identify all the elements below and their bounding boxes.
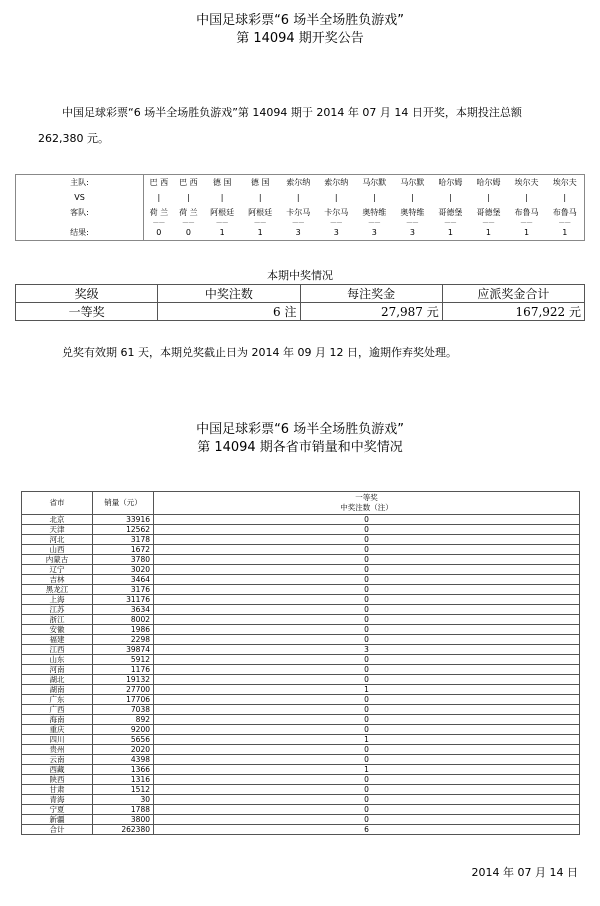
table-row [22, 605, 580, 615]
province-sales: 19132 [93, 675, 154, 685]
province-wins: 0 [154, 515, 580, 525]
dash-mark: —— [482, 219, 495, 226]
result-label: 结果: [16, 225, 144, 241]
match-away: 哥德堡 [438, 208, 463, 217]
vs-mark: | [449, 193, 452, 202]
match-table [15, 174, 585, 241]
match-result: 3 [295, 228, 301, 237]
prize-table [15, 284, 585, 321]
province-wins: 1 [154, 685, 580, 695]
province-sales: 7038 [93, 705, 154, 715]
province-wins: 0 [154, 665, 580, 675]
province-sales: 1672 [93, 545, 154, 555]
match-away: 荷 兰 [179, 208, 198, 217]
province-name: 山西 [22, 545, 93, 555]
province-name: 陕西 [22, 775, 93, 785]
table-row [22, 795, 580, 805]
match-result: 3 [371, 228, 377, 237]
province-name: 福建 [22, 635, 93, 645]
footer-date: 2014 年 07 月 14 日 [471, 866, 578, 879]
table-row [22, 675, 580, 685]
dash-mark: —— [520, 219, 533, 226]
title-line-2: 第 14094 期开奖公告 [236, 31, 364, 46]
prize-level: 一等奖 [16, 303, 158, 321]
intro-text: 中国足球彩票“6 场半全场胜负游戏”第 14094 期于 2014 年 07 月 14 日开奖，本期投注总额 262,380 元。 [38, 106, 522, 145]
province-name: 安徽 [22, 625, 93, 635]
province-sales: 30 [93, 795, 154, 805]
dash-mark: —— [254, 219, 267, 226]
province-table [21, 491, 580, 835]
province-sales: 3178 [93, 535, 154, 545]
dash-mark: —— [330, 219, 343, 226]
province-wins: 0 [154, 715, 580, 725]
table-row [22, 555, 580, 565]
announcement-title [0, 12, 600, 48]
province-sales: 3634 [93, 605, 154, 615]
table-row [22, 705, 580, 715]
notice-text: 兑奖有效期 61 天，本期兑奖截止日为 2014 年 09 月 12 日，逾期作弃奖处理。 [62, 346, 457, 359]
province-name: 青海 [22, 795, 93, 805]
province-name: 浙江 [22, 615, 93, 625]
match-result: 1 [447, 228, 453, 237]
table-row [22, 615, 580, 625]
province-sales: 3176 [93, 585, 154, 595]
match-home: 埃尔夫 [552, 178, 577, 187]
match-result: 3 [333, 228, 339, 237]
match-result: 1 [562, 228, 568, 237]
match-home: 索尔纳 [286, 178, 311, 187]
province-sales: 27700 [93, 685, 154, 695]
province-name: 江苏 [22, 605, 93, 615]
province-sales: 5656 [93, 735, 154, 745]
dash-mark: —— [182, 219, 195, 226]
match-home: 马尔默 [400, 178, 425, 187]
province-sales: 1316 [93, 775, 154, 785]
vs-label: VS [16, 190, 144, 205]
match-away: 卡尔马 [286, 208, 311, 217]
table-row [22, 715, 580, 725]
province-sales: 39874 [93, 645, 154, 655]
vs-mark: | [334, 193, 338, 202]
province-header-row [22, 492, 580, 515]
province-wins: 0 [154, 775, 580, 785]
province-sales: 892 [93, 715, 154, 725]
province-rows [22, 515, 580, 835]
match-home: 哈尔姆 [476, 178, 501, 187]
match-away: 奥特维 [400, 208, 425, 217]
prize-header-row [16, 285, 585, 303]
province-wins: 0 [154, 785, 580, 795]
province-sales: 31176 [93, 595, 154, 605]
table-row [22, 535, 580, 545]
province-wins: 3 [154, 645, 580, 655]
prize-row [16, 303, 585, 321]
province-name: 内蒙古 [22, 555, 93, 565]
match-home: 索尔纳 [324, 178, 349, 187]
vs-mark: | [220, 193, 224, 202]
province-name: 湖南 [22, 685, 93, 695]
prize-count: 6 注 [158, 303, 300, 321]
province-name: 天津 [22, 525, 93, 535]
province-name: 云南 [22, 755, 93, 765]
header-province: 省市 [22, 492, 93, 515]
vs-mark: | [157, 193, 161, 202]
table-row [22, 545, 580, 555]
province-sales: 1512 [93, 785, 154, 795]
vs-mark: | [258, 193, 262, 202]
province-wins: 0 [154, 745, 580, 755]
province-name: 北京 [22, 515, 93, 525]
province-name: 广西 [22, 705, 93, 715]
match-result: 1 [485, 228, 491, 237]
province-sales: 3780 [93, 555, 154, 565]
province-wins: 0 [154, 795, 580, 805]
province-name: 甘肃 [22, 785, 93, 795]
notice-paragraph [38, 340, 568, 366]
province-wins: 0 [154, 585, 580, 595]
table-row [22, 585, 580, 595]
province-wins: 0 [154, 805, 580, 815]
table-row [22, 525, 580, 535]
match-home: 德 国 [212, 178, 232, 187]
match-result: 0 [185, 228, 191, 237]
province-name: 重庆 [22, 725, 93, 735]
match-result: 1 [523, 228, 530, 237]
header-level: 奖级 [16, 285, 158, 303]
match-home: 哈尔姆 [438, 178, 463, 187]
match-away: 哥德堡 [476, 208, 501, 217]
match-away: 卡尔马 [324, 208, 349, 217]
province-sales: 3464 [93, 575, 154, 585]
province-sales: 2020 [93, 745, 154, 755]
table-row [22, 515, 580, 525]
header-total: 应派奖金合计 [442, 285, 584, 303]
province-name: 河北 [22, 535, 93, 545]
vs-mark: | [372, 193, 376, 202]
match-away: 阿根廷 [210, 208, 235, 217]
province-name: 黑龙江 [22, 585, 93, 595]
vs-mark: | [296, 193, 300, 202]
province-name: 西藏 [22, 765, 93, 775]
province-wins: 0 [154, 555, 580, 565]
vs-mark: | [563, 193, 567, 202]
province-wins: 0 [154, 695, 580, 705]
province-sales: 262380 [93, 825, 154, 835]
table-row [22, 695, 580, 705]
province-name: 新疆 [22, 815, 93, 825]
table-row [22, 765, 580, 775]
table-row [22, 645, 580, 655]
match-result: 0 [156, 228, 162, 237]
province-name: 辽宁 [22, 565, 93, 575]
match-away: 布鲁马 [514, 208, 539, 217]
table-row [22, 815, 580, 825]
dash-mark: —— [368, 219, 381, 226]
province-wins: 0 [154, 625, 580, 635]
province-name: 贵州 [22, 745, 93, 755]
match-result: 1 [257, 228, 263, 237]
vs-mark: | [411, 193, 414, 202]
header-first-prize: 一等奖 中奖注数（注） [154, 492, 580, 515]
province-wins: 0 [154, 655, 580, 665]
province-name: 河南 [22, 665, 93, 675]
province-name: 海南 [22, 715, 93, 725]
province-sales: 4398 [93, 755, 154, 765]
province-sales: 3800 [93, 815, 154, 825]
match-home: 埃尔夫 [514, 178, 539, 187]
province-wins: 0 [154, 635, 580, 645]
match-away: 奥特维 [362, 208, 387, 217]
table-row [22, 625, 580, 635]
table-row [22, 685, 580, 695]
section2-title-line-2: 第 14094 期各省市销量和中奖情况 [197, 440, 403, 455]
table-row [22, 655, 580, 665]
province-wins: 0 [154, 575, 580, 585]
province-wins: 0 [154, 705, 580, 715]
vs-mark: | [187, 193, 190, 202]
match-away: 布鲁马 [552, 208, 577, 217]
table-row [22, 565, 580, 575]
province-sales: 33916 [93, 515, 154, 525]
table-row [22, 755, 580, 765]
province-wins: 0 [154, 615, 580, 625]
province-wins: 0 [154, 565, 580, 575]
away-label: 客队: [16, 205, 144, 220]
province-name: 宁夏 [22, 805, 93, 815]
province-sales: 5912 [93, 655, 154, 665]
province-sales: 17706 [93, 695, 154, 705]
province-wins: 1 [154, 735, 580, 745]
dash-mark: —— [406, 219, 419, 226]
match-result: 1 [219, 228, 225, 237]
province-wins: 0 [154, 675, 580, 685]
dash-mark: —— [558, 219, 571, 226]
province-wins: 1 [154, 765, 580, 775]
table-row [22, 825, 580, 835]
match-away: 荷 兰 [149, 208, 169, 217]
province-name: 四川 [22, 735, 93, 745]
province-wins: 0 [154, 595, 580, 605]
match-home: 德 国 [250, 178, 270, 187]
header-count: 中奖注数 [158, 285, 300, 303]
province-sales: 1986 [93, 625, 154, 635]
province-sales: 2298 [93, 635, 154, 645]
dash-mark: —— [292, 219, 305, 226]
away-row [16, 205, 585, 220]
intro-paragraph [38, 100, 568, 152]
province-sales: 1788 [93, 805, 154, 815]
match-home: 巴 西 [149, 178, 169, 187]
table-row [22, 775, 580, 785]
province-name: 湖北 [22, 675, 93, 685]
province-name: 广东 [22, 695, 93, 705]
province-wins: 0 [154, 815, 580, 825]
table-row [22, 635, 580, 645]
table-row [22, 595, 580, 605]
dash-mark: —— [444, 219, 457, 226]
table-row [22, 785, 580, 795]
match-away: 阿根廷 [248, 208, 273, 217]
match-result: 3 [409, 228, 415, 237]
province-sales: 9200 [93, 725, 154, 735]
dash-mark: —— [216, 219, 229, 226]
province-wins: 0 [154, 725, 580, 735]
province-wins: 6 [154, 825, 580, 835]
home-label: 主队: [16, 175, 144, 191]
match-home: 马尔默 [362, 178, 387, 187]
province-name: 吉林 [22, 575, 93, 585]
vs-row [16, 190, 585, 205]
vs-mark: | [487, 193, 490, 202]
match-home: 巴 西 [179, 178, 198, 187]
table-row [22, 745, 580, 755]
province-sales: 1366 [93, 765, 154, 775]
province-name: 山东 [22, 655, 93, 665]
table-row [22, 725, 580, 735]
header-per-bet: 每注奖金 [300, 285, 442, 303]
province-sales: 3020 [93, 565, 154, 575]
prize-per-bet: 27,987 元 [300, 303, 442, 321]
section2-title-line-1: 中国足球彩票“6 场半全场胜负游戏” [196, 422, 404, 437]
province-wins: 0 [154, 525, 580, 535]
table-row [22, 575, 580, 585]
province-name: 合计 [22, 825, 93, 835]
province-wins: 0 [154, 535, 580, 545]
title-line-1: 中国足球彩票“6 场半全场胜负游戏” [196, 13, 404, 28]
province-wins: 0 [154, 755, 580, 765]
province-wins: 0 [154, 545, 580, 555]
prize-total: 167,922 元 [442, 303, 584, 321]
dash-mark: —— [152, 219, 165, 226]
table-row [22, 665, 580, 675]
province-sales: 12562 [93, 525, 154, 535]
province-name: 上海 [22, 595, 93, 605]
result-row [16, 225, 585, 241]
table-row [22, 735, 580, 745]
prize-caption: 本期中奖情况 [267, 269, 333, 282]
province-sales: 1176 [93, 665, 154, 675]
table-row [22, 805, 580, 815]
vs-mark: | [525, 193, 528, 202]
province-wins: 0 [154, 605, 580, 615]
province-name: 江西 [22, 645, 93, 655]
province-sales: 8002 [93, 615, 154, 625]
header-sales: 销量（元） [93, 492, 154, 515]
section2-title [0, 421, 600, 457]
home-row [16, 175, 585, 191]
